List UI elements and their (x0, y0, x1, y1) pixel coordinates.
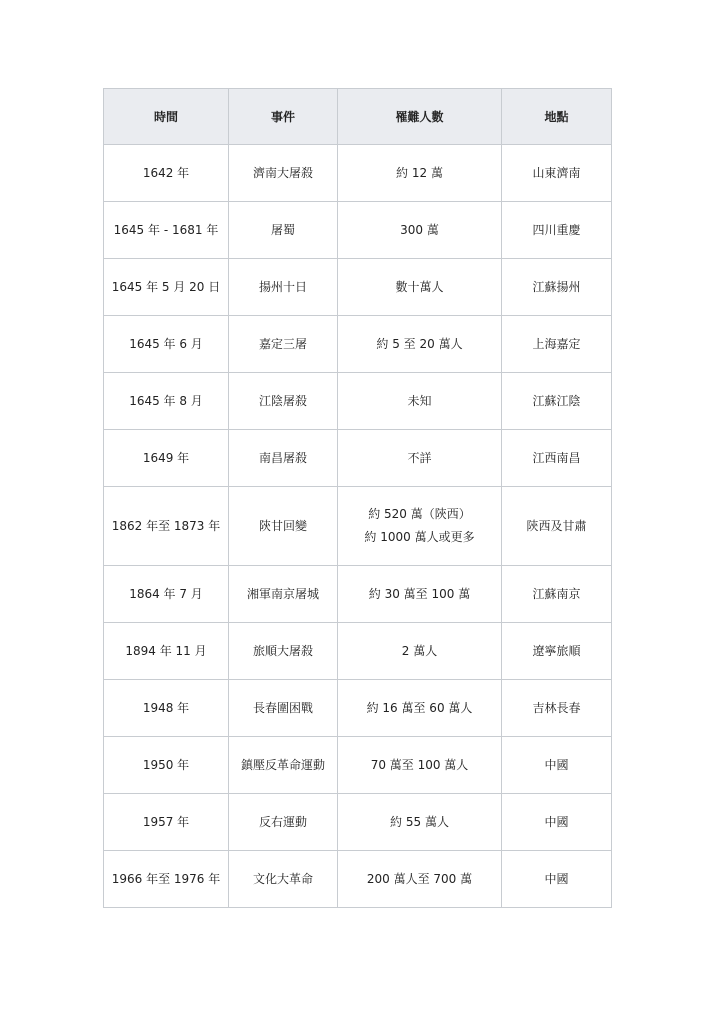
table-row (104, 851, 612, 908)
cell-victims: 約 520 萬（陝西） 約 1000 萬人或更多 (338, 487, 502, 566)
cell-event: 陝甘回變 (229, 487, 338, 566)
table-row (104, 430, 612, 487)
cell-time: 1966 年至 1976 年 (104, 851, 229, 908)
cell-location: 遼寧旅順 (502, 623, 612, 680)
table-row (104, 737, 612, 794)
cell-time: 1862 年至 1873 年 (104, 487, 229, 566)
cell-event: 濟南大屠殺 (229, 145, 338, 202)
header-time: 時間 (104, 89, 229, 145)
cell-victims: 約 16 萬至 60 萬人 (338, 680, 502, 737)
cell-event: 南昌屠殺 (229, 430, 338, 487)
cell-victims: 不詳 (338, 430, 502, 487)
cell-time: 1642 年 (104, 145, 229, 202)
cell-time: 1645 年 6 月 (104, 316, 229, 373)
cell-event: 反右運動 (229, 794, 338, 851)
cell-victims: 約 30 萬至 100 萬 (338, 566, 502, 623)
cell-time: 1948 年 (104, 680, 229, 737)
cell-victims: 未知 (338, 373, 502, 430)
table-row (104, 259, 612, 316)
cell-event: 嘉定三屠 (229, 316, 338, 373)
cell-event: 鎮壓反革命運動 (229, 737, 338, 794)
cell-location: 中國 (502, 737, 612, 794)
header-victims: 罹難人數 (338, 89, 502, 145)
cell-time: 1864 年 7 月 (104, 566, 229, 623)
cell-location: 江蘇江陰 (502, 373, 612, 430)
cell-location: 四川重慶 (502, 202, 612, 259)
cell-event: 屠蜀 (229, 202, 338, 259)
table-header-row (104, 89, 612, 145)
table-row (104, 316, 612, 373)
cell-time: 1957 年 (104, 794, 229, 851)
cell-time: 1649 年 (104, 430, 229, 487)
cell-event: 湘軍南京屠城 (229, 566, 338, 623)
cell-event: 旅順大屠殺 (229, 623, 338, 680)
cell-location: 江蘇南京 (502, 566, 612, 623)
cell-victims: 數十萬人 (338, 259, 502, 316)
header-location: 地點 (502, 89, 612, 145)
cell-time: 1894 年 11 月 (104, 623, 229, 680)
cell-victims: 200 萬人至 700 萬 (338, 851, 502, 908)
cell-location: 中國 (502, 794, 612, 851)
table-row (104, 794, 612, 851)
cell-location: 上海嘉定 (502, 316, 612, 373)
cell-event: 文化大革命 (229, 851, 338, 908)
cell-location: 陝西及甘肅 (502, 487, 612, 566)
table-row (104, 680, 612, 737)
cell-event: 長春圍困戰 (229, 680, 338, 737)
cell-location: 吉林長春 (502, 680, 612, 737)
table-row (104, 487, 612, 566)
cell-victims: 約 5 至 20 萬人 (338, 316, 502, 373)
cell-event: 揚州十日 (229, 259, 338, 316)
cell-victims: 300 萬 (338, 202, 502, 259)
cell-victims: 約 12 萬 (338, 145, 502, 202)
cell-victims: 2 萬人 (338, 623, 502, 680)
cell-time: 1645 年 8 月 (104, 373, 229, 430)
cell-victims: 70 萬至 100 萬人 (338, 737, 502, 794)
cell-location: 中國 (502, 851, 612, 908)
cell-location: 江西南昌 (502, 430, 612, 487)
cell-time: 1950 年 (104, 737, 229, 794)
table-row (104, 145, 612, 202)
header-event: 事件 (229, 89, 338, 145)
cell-time: 1645 年 5 月 20 日 (104, 259, 229, 316)
cell-event: 江陰屠殺 (229, 373, 338, 430)
table-row (104, 202, 612, 259)
cell-time: 1645 年 - 1681 年 (104, 202, 229, 259)
table-row (104, 623, 612, 680)
table-row (104, 566, 612, 623)
cell-location: 江蘇揚州 (502, 259, 612, 316)
table-row (104, 373, 612, 430)
cell-victims: 約 55 萬人 (338, 794, 502, 851)
cell-location: 山東濟南 (502, 145, 612, 202)
massacre-table (103, 88, 612, 908)
